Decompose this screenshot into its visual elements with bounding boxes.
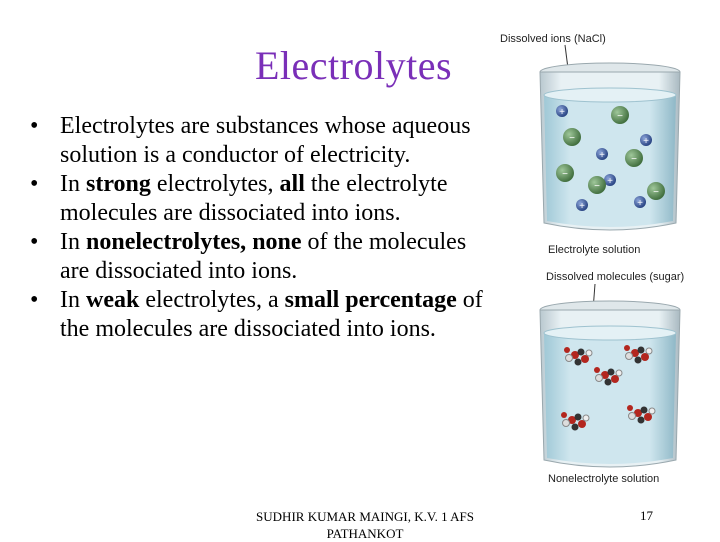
negative-ion [625, 149, 643, 167]
svg-text:+: + [643, 136, 649, 147]
svg-text:+: + [599, 150, 605, 161]
svg-text:+: + [637, 198, 643, 209]
dissolved-ions-label: Dissolved ions (NaCl) [500, 33, 606, 45]
beaker-figure [500, 25, 720, 535]
bullet-text: Electrolytes are substances whose aqueous solution is a conductor of electricity. [60, 113, 471, 168]
nonelectrolyte-caption: Nonelectrolyte solution [548, 473, 660, 485]
bullet-item [30, 170, 500, 228]
svg-text:−: − [617, 111, 623, 122]
bullet-marker: • [30, 287, 39, 313]
page-number: 17 [640, 508, 653, 523]
bullet-marker: • [30, 171, 39, 197]
bullet-text: electrolytes, a [139, 287, 285, 313]
footer-author: SUDHIR KUMAR MAINGI, K.V. 1 AFS PATHANKOT [256, 509, 474, 541]
svg-text:−: − [569, 133, 575, 144]
bullet-text: the electrolyte molecules are dissociated into ions. [60, 171, 448, 226]
bullet-text: In [60, 171, 86, 197]
bullet-text: small percentage [284, 287, 457, 313]
bullet-text: nonelectrolytes, [86, 229, 253, 255]
svg-text:−: − [594, 181, 600, 192]
bullet-text: In [60, 229, 86, 255]
svg-text:+: + [607, 176, 613, 187]
bullet-text: weak [86, 287, 140, 313]
electrolyte-beaker [540, 63, 680, 230]
negative-ion [611, 106, 629, 124]
bullet-text: of the molecules are dissociated into ions. [60, 287, 483, 342]
svg-text:+: + [579, 201, 585, 212]
electrolyte-caption: Electrolyte solution [548, 244, 641, 256]
negative-ion [556, 164, 574, 182]
bullet-list [30, 112, 500, 344]
negative-ion [647, 182, 665, 200]
bullet-text: electrolytes, [150, 171, 280, 197]
dissolved-molecules-label: Dissolved molecules (sugar) [546, 271, 685, 283]
svg-text:+: + [559, 107, 565, 118]
bullet-text: of the molecules are dissociated into ions. [60, 229, 467, 284]
slide-title: Electrolytes [255, 43, 453, 88]
negative-ion [588, 176, 606, 194]
svg-text:−: − [653, 187, 659, 198]
svg-text:−: − [562, 169, 568, 180]
bullet-marker: • [30, 113, 39, 139]
bullet-item [30, 112, 500, 170]
bullet-text: strong [86, 171, 151, 197]
bullet-marker: • [30, 229, 39, 255]
bullet-item [30, 228, 500, 286]
bullet-text: none [252, 229, 302, 255]
bullet-text: all [279, 171, 305, 197]
negative-ion [563, 128, 581, 146]
bullet-item [30, 286, 500, 344]
svg-text:−: − [631, 154, 637, 165]
bullet-text: In [60, 287, 86, 313]
